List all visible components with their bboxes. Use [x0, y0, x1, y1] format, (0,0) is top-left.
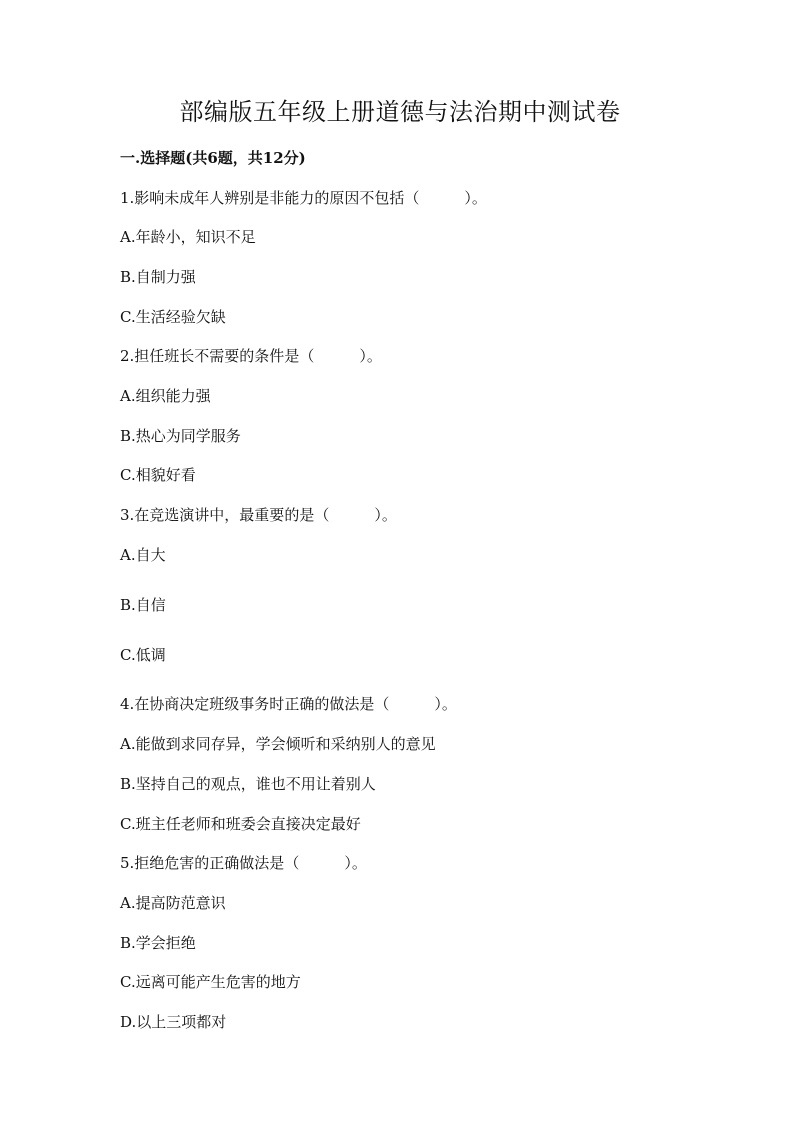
question-2-option-a: A.组织能力强 [120, 387, 211, 405]
question-2-stem: 2.担任班长不需要的条件是（ ）。 [120, 347, 382, 365]
question-5-option-d: D.以上三项都对 [120, 1013, 227, 1031]
question-1-option-a: A.年龄小，知识不足 [120, 228, 256, 246]
question-3-stem: 3.在竞选演讲中，最重要的是（ ）。 [120, 506, 397, 524]
question-2-option-c: C.相貌好看 [120, 466, 196, 484]
exam-title: 部编版五年级上册道德与法治期中测试卷 [179, 98, 621, 126]
question-1-stem: 1.影响未成年人辨别是非能力的原因不包括（ ）。 [120, 189, 487, 207]
question-4-option-c: C.班主任老师和班委会直接决定最好 [120, 815, 361, 833]
question-5-option-b: B.学会拒绝 [120, 934, 196, 952]
question-1-option-b: B.自制力强 [120, 268, 196, 286]
question-5-stem: 5.拒绝危害的正确做法是（ ）。 [120, 854, 367, 872]
question-3-option-c: C.低调 [120, 646, 166, 664]
question-5-option-c: C.远离可能产生危害的地方 [120, 973, 301, 991]
question-5-option-a: A.提高防范意识 [120, 894, 226, 912]
question-1-option-c: C.生活经验欠缺 [120, 308, 226, 326]
question-2-option-b: B.热心为同学服务 [120, 427, 241, 445]
question-4-option-a: A.能做到求同存异，学会倾听和采纳别人的意见 [120, 735, 436, 753]
question-3-option-b: B.自信 [120, 596, 166, 614]
question-3-option-a: A.自大 [120, 546, 166, 564]
question-4-option-b: B.坚持自己的观点，谁也不用让着别人 [120, 775, 376, 793]
section-heading: 一.选择题(共6题，共12分) [120, 149, 306, 167]
question-4-stem: 4.在协商决定班级事务时正确的做法是（ ）。 [120, 695, 457, 713]
